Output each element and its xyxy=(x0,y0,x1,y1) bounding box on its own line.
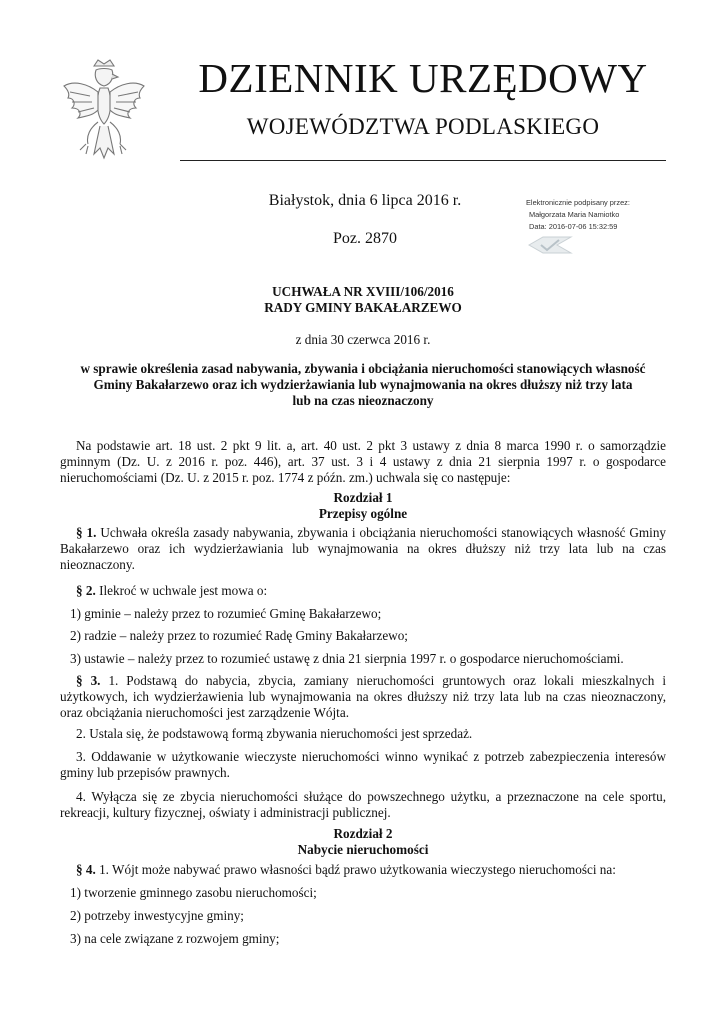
signature-line-1: Elektronicznie podpisany przez: xyxy=(526,198,630,207)
eagle-emblem-icon xyxy=(60,58,148,166)
section-2-item-2: 2) radzie – należy przez to rozumieć Radę Gminy Bakałarzewo; xyxy=(70,628,408,643)
section-1-number: § 1. xyxy=(76,525,97,540)
chapter-1-name: Przepisy ogólne xyxy=(318,506,408,521)
act-subject-line-2: Gminy Bakałarzewo oraz ich wydzierżawiania lub wynajmowania na okres dłuższy niż trzy lata xyxy=(93,377,633,392)
signature-check-icon xyxy=(527,235,573,255)
place-and-date: Białystok, dnia 6 lipca 2016 r. xyxy=(268,192,462,209)
section-4-item-3: 3) na cele związane z rozwojem gminy; xyxy=(70,931,280,946)
signature-line-2: Małgorzata Maria Namiotko xyxy=(529,210,620,219)
preamble: Na podstawie art. 18 ust. 2 pkt 9 lit. a, art. 40 ust. 2 pkt 3 ustawy z dnia 8 marca 1990 r. o samorządzie gminnym (Dz. U. z 2016 r. poz. 446), art. 37 ust. 3 i 4 ustawy z dnia 21 sierpnia 1997 r. o gospodarce nieruchomościami (Dz. U. z 2015 r. poz. 1774 z późn. zm.) uchwala się co następuje: xyxy=(60,438,666,485)
section-2-text: Ilekroć w uchwale jest mowa o: xyxy=(95,583,268,598)
chapter-2-label: Rozdział 2 xyxy=(333,826,393,841)
act-title-council: RADY GMINY BAKAŁARZEWO xyxy=(264,300,462,315)
section-3-paragraph-1 xyxy=(60,673,666,721)
section-2-item-3: 3) ustawie – należy przez to rozumieć ustawę z dnia 21 sierpnia 1997 r. o gospodarce nieruchomościami. xyxy=(70,651,624,666)
act-subject-line-1: w sprawie określenia zasad nabywania, zbywania i obciążania nieruchomości stanowiących własność xyxy=(80,361,646,376)
chapter-2-name: Nabycie nieruchomości xyxy=(297,842,429,857)
section-4-number: § 4. xyxy=(76,862,96,877)
signature-line-3: Data: 2016-07-06 15:32:59 xyxy=(529,222,618,231)
section-1 xyxy=(60,525,666,573)
position-number: Poz. 2870 xyxy=(333,230,397,247)
section-2-item-1: 1) gminie – należy przez to rozumieć Gminę Bakałarzewo; xyxy=(70,606,382,621)
act-title-number: UCHWAŁA NR XVIII/106/2016 xyxy=(272,284,454,299)
header-divider xyxy=(180,160,666,161)
section-3-paragraph-3: 3. Oddawanie w użytkowanie wieczyste nieruchomości winno wynikać z potrzeb zabezpieczenia interesów gminy lub przepisów prawnych. xyxy=(60,749,666,780)
section-4-text: 1. Wójt może nabywać prawo własności bądź prawo użytkowania wieczystego nieruchomości na: xyxy=(95,862,616,877)
chapter-1-label: Rozdział 1 xyxy=(333,490,393,505)
act-subject-line-3: lub na czas nieoznaczony xyxy=(292,393,434,408)
section-2 xyxy=(60,583,666,599)
section-3-text: 1. Podstawą do nabycia, zbycia, zamiany nieruchomości gruntowych oraz lokali mieszkalnych i użytkowych, ich wydzierżawienia lub wynajmowania na okres dłuższy niż trzy lata lub na czas nieoznaczony, oraz obciążania nieruchomości jest zarządzenie Wójta. xyxy=(60,673,666,720)
section-3-number: § 3. xyxy=(76,673,101,688)
section-3-paragraph-4: 4. Wyłącza się ze zbycia nieruchomości służące do powszechnego użytku, a przeznaczone na cele sportu, rekreacji, kultury fizycznej, oświaty i administracji publicznej. xyxy=(60,789,666,820)
section-1-text: Uchwała określa zasady nabywania, zbywania i obciążania nieruchomości stanowiących własność Gminy Bakałarzewo oraz ich wydzierżawiania lub wynajmowania na okres dłuższy niż trzy lata lub na czas nieoznaczony. xyxy=(60,525,667,572)
section-4-item-2: 2) potrzeby inwestycyjne gminy; xyxy=(70,908,244,923)
section-2-number: § 2. xyxy=(76,583,96,598)
gazette-title: DZIENNIK URZĘDOWY xyxy=(198,55,648,101)
act-date: z dnia 30 czerwca 2016 r. xyxy=(295,332,431,347)
section-3-paragraph-2: 2. Ustala się, że podstawową formą zbywania nieruchomości jest sprzedaż. xyxy=(76,726,473,741)
electronic-signature xyxy=(526,197,676,233)
section-4 xyxy=(60,862,666,878)
section-4-item-1: 1) tworzenie gminnego zasobu nieruchomości; xyxy=(70,885,317,900)
gazette-subtitle: WOJEWÓDZTWA PODLASKIEGO xyxy=(246,114,600,139)
